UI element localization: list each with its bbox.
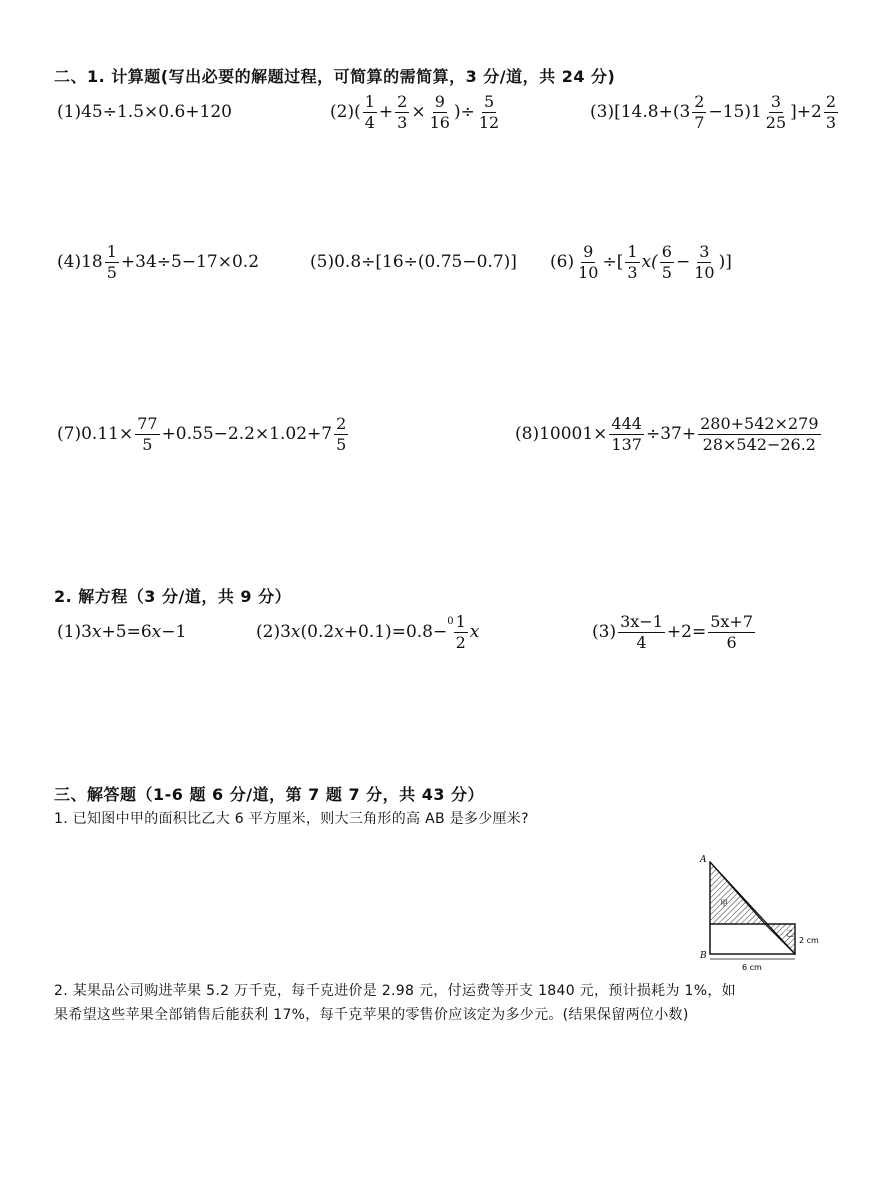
fraction: $\frac{9}{16}$: [429, 91, 450, 132]
question-1: 1. 已知图中甲的面积比乙大 6 平方厘米，则大三角形的高 AB 是多少厘米?: [54, 811, 529, 827]
operator: −: [675, 251, 691, 272]
problem-number: (2): [330, 101, 355, 122]
stray-mark: 0: [447, 616, 454, 627]
variable: x: [469, 621, 480, 642]
problem-7: [57, 410, 350, 458]
fraction: $\frac{2}{7}$: [694, 91, 705, 132]
expression-part: −15)1: [708, 101, 762, 122]
variable: x: [334, 621, 344, 642]
expression-part: ]+2: [790, 101, 822, 122]
fraction: $\frac{1}{4}$: [364, 91, 375, 132]
variable: x: [91, 621, 102, 642]
problem-6: [550, 238, 732, 286]
fraction: $\frac{3}{25}$: [765, 91, 787, 132]
problem-number: (6): [550, 251, 575, 272]
variable: x: [290, 621, 301, 642]
problem-number: (2): [256, 621, 281, 642]
expression-part: 0.11×: [81, 423, 134, 444]
problem-4: [57, 238, 259, 286]
fraction: $\frac{1}{2}$: [455, 611, 466, 652]
expression-part: ÷37+: [645, 423, 697, 444]
geometry-figure: [690, 850, 830, 980]
expression: 45÷1.5×0.6+120: [81, 101, 232, 122]
section-heading-equations: 2. 解方程（3 分/道，共 9 分）: [54, 587, 292, 606]
expression-part: (0.2: [300, 621, 335, 642]
problem-number: (3): [590, 101, 615, 122]
expression: 0.8÷[16÷(0.75−0.7)]: [334, 251, 517, 272]
problem-3: [590, 88, 840, 136]
problem-number: (8): [515, 423, 540, 444]
equation-2: [256, 608, 479, 656]
fraction: $\frac{3x-1}{4}$: [620, 611, 663, 652]
whole-number: 18: [81, 251, 103, 272]
expression-part: +5=6: [101, 621, 152, 642]
fraction: $\frac{444}{137}$: [611, 413, 642, 454]
problem-8: [515, 410, 823, 458]
label-a: A: [700, 855, 707, 865]
expression-part: +0.55−2.2×1.02+7: [161, 423, 333, 444]
label-yi: 乙: [786, 929, 794, 938]
fraction: $\frac{2}{3}$: [825, 91, 837, 132]
expression-part: −1: [161, 621, 187, 642]
operator: ÷[: [602, 251, 624, 272]
question-2-line-1: 2. 某果品公司购进苹果 5.2 万千克，每千克进价是 2.98 元，付运费等开支 1840 元，预计损耗为 1%，如: [54, 983, 736, 999]
fraction: $\frac{1}{5}$: [106, 241, 117, 282]
variable: x(: [641, 251, 658, 272]
expression-part: +34÷5−17×0.2: [120, 251, 260, 272]
fraction: $\frac{9}{10}$: [578, 241, 599, 282]
equation-3: [592, 608, 757, 656]
problem-2: [330, 88, 503, 136]
problem-number: (1): [57, 101, 82, 122]
operator: )÷: [453, 101, 475, 122]
label-b: B: [700, 951, 707, 961]
fraction: $\frac{2}{3}$: [397, 91, 408, 132]
fraction: $\frac{77}{5}$: [137, 413, 158, 454]
fraction: $\frac{2}{5}$: [336, 413, 347, 454]
fraction: $\frac{280+542\times 279}{28\times 542-26.2}$: [700, 413, 819, 454]
operator: ×: [411, 101, 426, 122]
problem-number: (1): [57, 621, 82, 642]
variable: x: [151, 621, 162, 642]
question-2-line-2: 果希望这些苹果全部销售后能获利 17%，每千克苹果的零售价应该定为多少元。(结果保留两位小数): [54, 1007, 689, 1023]
fraction: $\frac{5}{12}$: [478, 91, 500, 132]
label-width: 6 cm: [742, 963, 762, 972]
expression-part: [14.8+(3: [614, 101, 691, 122]
expression-part: +2=: [666, 621, 707, 642]
problem-1: [57, 100, 232, 124]
operator: +: [378, 101, 394, 122]
section-heading-word-problems: 三、解答题（1-6 题 6 分/道，第 7 题 7 分，共 43 分）: [54, 785, 485, 804]
problem-number: (5): [310, 251, 335, 272]
problem-number: (7): [57, 423, 82, 444]
paren: )]: [718, 251, 732, 272]
fraction: $\frac{1}{3}$: [627, 241, 638, 282]
fraction: $\frac{6}{5}$: [661, 241, 672, 282]
expression-part: +0.1)=0.8−: [343, 621, 448, 642]
expression-part: 3: [280, 621, 291, 642]
label-height: 2 cm: [799, 936, 819, 945]
expression-part: 10001×: [539, 423, 608, 444]
problem-5: [310, 250, 517, 274]
problem-number: (3): [592, 621, 617, 642]
fraction: $\frac{5x+7}{6}$: [710, 611, 753, 652]
expression-part: 3: [81, 621, 92, 642]
section-heading-calculation: 二、1. 计算题(写出必要的解题过程，可简算的需简算，3 分/道，共 24 分): [54, 67, 616, 86]
paren: (: [354, 101, 361, 122]
equation-1: [57, 620, 186, 644]
problem-number: (4): [57, 251, 82, 272]
label-jia: 甲: [720, 899, 728, 908]
fraction: $\frac{3}{10}$: [694, 241, 715, 282]
